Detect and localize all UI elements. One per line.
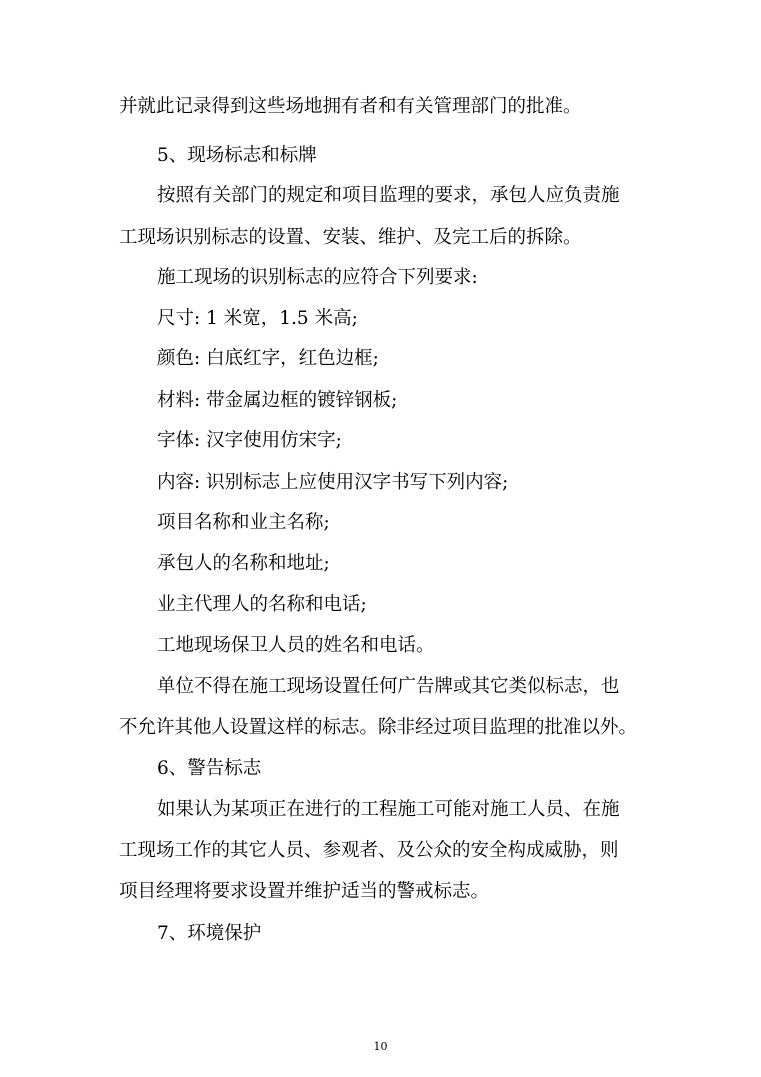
list-item: 工地现场保卫人员的姓名和电话。 [157, 635, 435, 656]
paragraph-line: 按照有关部门的规定和项目监理的要求，承包人应负责施 [157, 185, 620, 206]
requirement-line: 颜色: 白底红字，红色边框; [157, 348, 379, 369]
requirement-line: 材料: 带金属边框的镀锌钢板; [157, 390, 398, 411]
list-item: 业主代理人的名称和电话; [157, 594, 367, 615]
section-heading: 7、环境保护 [157, 923, 262, 944]
section-heading: 5、现场标志和标牌 [157, 145, 317, 166]
list-item: 项目名称和业主名称; [157, 512, 330, 533]
paragraph-line: 工现场工作的其它人员、参观者、及公众的安全构成威胁，则 [119, 840, 619, 861]
paragraph-line: 单位不得在施工现场设置任何广告牌或其它类似标志，也 [157, 676, 620, 697]
requirement-line: 尺寸: 1 米宽，1.5 米高; [157, 308, 358, 329]
list-item: 承包人的名称和地址; [157, 553, 330, 574]
paragraph-line: 施工现场的识别标志的应符合下列要求: [157, 267, 478, 288]
paragraph-line: 工现场识别标志的设置、安装、维护、及完工后的拆除。 [119, 227, 582, 248]
section-heading: 6、警告标志 [157, 758, 262, 779]
paragraph-line: 并就此记录得到这些场地拥有者和有关管理部门的批准。 [119, 96, 582, 117]
paragraph-line: 不允许其他人设置这样的标志。除非经过项目监理的批准以外。 [119, 717, 638, 738]
page-number: 10 [373, 1040, 388, 1053]
requirement-line: 内容: 识别标志上应使用汉字书写下列内容; [157, 472, 509, 493]
requirement-line: 字体: 汉字使用仿宋字; [157, 430, 342, 451]
paragraph-line: 项目经理将要求设置并维护适当的警戒标志。 [119, 881, 490, 902]
paragraph-line: 如果认为某项正在进行的工程施工可能对施工人员、在施 [157, 799, 620, 820]
